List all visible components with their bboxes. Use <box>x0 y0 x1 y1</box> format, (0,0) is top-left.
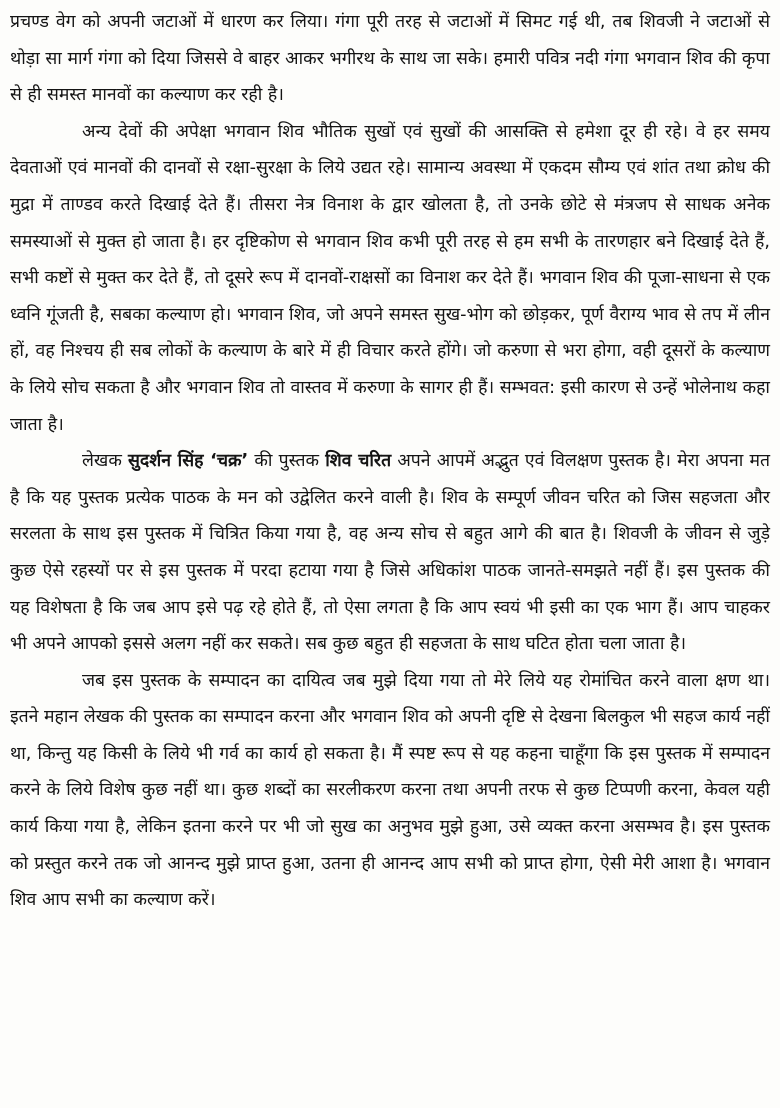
book-title: शिव चरित <box>325 451 392 472</box>
author-name: सुदर्शन सिंह ‘चक्र’ <box>128 451 249 472</box>
book-review-middle: की पुस्तक <box>248 451 326 472</box>
book-review-rest: अपने आपमें अद्भुत एवं विलक्षण पुस्तक है। मेरा अपना मत है कि यह पुस्तक प्रत्येक पाठक के मन को उद्वेलित करने वाली है। शिव के सम्पूर्ण जीवन चरित को जिस सहजता और सरलता के साथ इस पुस्तक में चित्रित किया गया है, वह अन्य सोच से बहुत आगे की बात है। शिवजी के जीवन से जुड़े कुछ ऐसे रहस्यों पर से इस पुस्तक में परदा हटाया गया है जिसे अधिकांश पाठक जानते-समझते नहीं हैं। इस पुस्तक की यह विशेषता है कि जब आप इसे पढ़ रहे होते हैं, तो ऐसा लगता है कि आप स्वयं भी इसी का एक भाग हैं। आप चाहकर भी अपने आपको इससे अलग नहीं कर सकते। सब कुछ बहुत ही सहजता के साथ घटित होता चला जाता है। <box>10 451 770 655</box>
paragraph-editor-note: जब इस पुस्तक के सम्पादन का दायित्व जब मुझे दिया गया तो मेरे लिये यह रोमांचित करने वाला क्षण था। इतने महान लेखक की पुस्तक का सम्पादन करना और भगवान शिव को अपनी दृष्टि से देखना बिलकुल भी सहज कार्य नहीं था, किन्तु यह किसी के लिये भी गर्व का कार्य हो सकता है। मैं स्पष्ट रूप से यह कहना चाहूँगा कि इस पुस्तक में सम्पादन करने के लिये विशेष कुछ नहीं था। कुछ शब्दों का सरलीकरण करना तथा अपनी तरफ से कुछ टिप्पणी करना, केवल यही कार्य किया गया है, लेकिन इतना करने पर भी जो सुख का अनुभव मुझे हुआ, उसे व्यक्त करना असम्भव है। इस पुस्तक को प्रस्तुत करने तक जो आनन्द मुझे प्राप्त हुआ, उतना ही आनन्द आप सभी को प्राप्त होगा, ऐसी मेरी आशा है। भगवान शिव आप सभी का कल्याण करें। <box>10 670 770 911</box>
book-review-lead: लेखक <box>82 451 129 472</box>
paragraph-shiva-nature: अन्य देवों की अपेक्षा भगवान शिव भौतिक सुखों एवं सुखों की आसक्ति से हमेशा दूर ही रहे। वे हर समय देवताओं एवं मानवों की दानवों से रक्षा-सुरक्षा के लिये उद्यत रहे। सामान्य अवस्था में एकदम सौम्य एवं शांत तथा क्रोध की मुद्रा में ताण्डव करते दिखाई देते हैं। तीसरा नेत्र विनाश के द्वार खोलता है, तो उनके छोटे से मंत्रजप से साधक अनेक समस्याओं से मुक्त हो जाता है। हर दृष्टिकोण से भगवान शिव कभी पूरी तरह से हम सभी के तारणहार बने दिखाई देते हैं, सभी कष्टों से मुक्त कर देते हैं, तो दूसरे रूप में दानवों-राक्षसों का विनाश कर देते हैं। भगवान शिव की पूजा-साधना से एक ध्वनि गूंजती है, सबका कल्याण हो। भगवान शिव, जो अपने समस्त सुख-भोग को छोड़कर, पूर्ण वैराग्य भाव से तप में लीन हों, वह निश्चय ही सब लोकों के कल्याण के बारे में ही विचार करते होंगे। जो करुणा से भरा होगा, वही दूसरों के कल्याण के लिये सोच सकता है और भगवान शिव तो वास्तव में करुणा के सागर ही हैं। सम्भवत: इसी कारण से उन्हें भोलेनाथ कहा जाता है। <box>10 121 770 435</box>
paragraph-book-review <box>10 443 770 663</box>
paragraph-ganga: प्रचण्ड वेग को अपनी जटाओं में धारण कर लिया। गंगा पूरी तरह से जटाओं में सिमट गई थी, तब शिवजी ने जटाओं से थोड़ा सा मार्ग गंगा को दिया जिससे वे बाहर आकर भगीरथ के साथ जा सके। हमारी पवित्र नदी गंगा भगवान शिव की कृपा से ही समस्त मानवों का कल्याण कर रही है। <box>10 12 770 106</box>
